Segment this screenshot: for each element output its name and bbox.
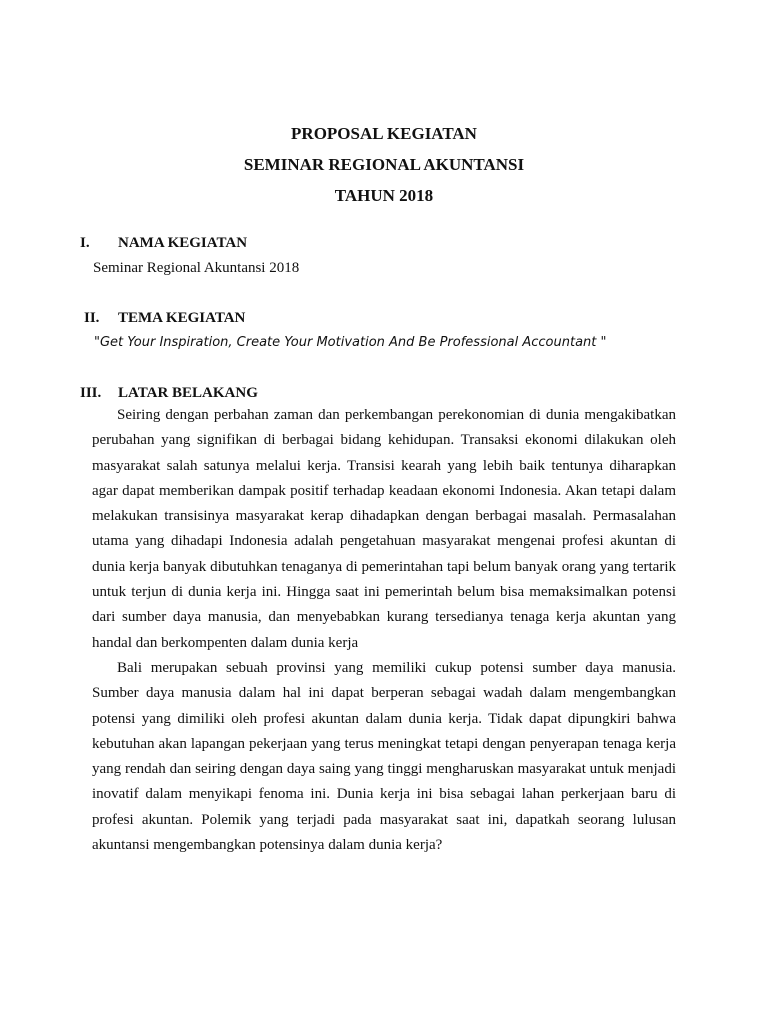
section-title: NAMA KEGIATAN bbox=[118, 235, 248, 251]
section-3-body bbox=[92, 403, 676, 858]
section-heading-2 bbox=[84, 308, 484, 328]
section-number: III. bbox=[80, 385, 102, 401]
section-number: I. bbox=[80, 235, 90, 251]
section-title: LATAR BELAKANG bbox=[118, 385, 258, 401]
section-1-content: Seminar Regional Akuntansi 2018 bbox=[93, 260, 300, 276]
title-line-3: TAHUN 2018 bbox=[334, 186, 434, 205]
title-line-2: SEMINAR REGIONAL AKUNTANSI bbox=[243, 155, 525, 174]
title-line-1: PROPOSAL KEGIATAN bbox=[291, 124, 477, 143]
section-heading-1 bbox=[80, 233, 480, 253]
paragraph: Seiring dengan perbahan zaman dan perkembangan perekonomian di dunia mengakibatkan perubahan yang signifikan di berbagai bidang kehidupan. Transaksi ekonomi dilakukan oleh masyarakat salah satunya melalui kerja. Transisi kearah yang lebih baik tentunya diharapkan agar dapat memberikan dampak positif terhadap keadaan ekonomi Indonesia. Akan tetapi dalam melakukan transisinya masyarakat kerap dihadapkan dengan berbagai masalah. Permasalahan utama yang dihadapi Indonesia adalah pengetahuan masyarakat mengenai profesi akuntan di dunia kerja banyak dibutuhkan tenaganya di pemerintahan tapi belum banyak orang yang tertarik untuk terjun di dunia kerja ini. Hingga saat ini pemerintah belum bisa memaksimalkan potensi dari sumber daya manusia, dan menyebabkan kurang tersedianya tenaga kerja akuntan yang handal dan berkompenten dalam dunia kerja bbox=[92, 407, 676, 651]
section-2-content: "Get Your Inspiration, Create Your Motivation And Be Professional Accountant " bbox=[94, 335, 607, 350]
section-heading-3 bbox=[80, 383, 480, 403]
paragraph: Bali merupakan sebuah provinsi yang memiliki cukup potensi sumber daya manusia. Sumber daya manusia dalam hal ini dapat berperan sebagai wadah dalam mengembangkan potensi yang dimiliki oleh profesi akuntan dalam dunia kerja. Tidak dapat dipungkiri bahwa kebutuhan akan lapangan pekerjaan yang terus meningkat tetapi dengan penyerapan tenaga kerja yang rendah dan seiring dengan daya saing yang tinggi mengharuskan masyarakat untuk menjadi inovatif dalam menyikapi fenoma ini. Dunia kerja ini bisa sebagai lahan perkerjaan baru di profesi akuntan. Polemik yang terjadi pada masyarakat saat ini, dapatkah seorang lulusan akuntansi mengembangkan potensinya dalam dunia kerja? bbox=[92, 659, 676, 854]
section-number: II. bbox=[84, 310, 100, 326]
section-title: TEMA KEGIATAN bbox=[118, 310, 246, 326]
document-title bbox=[0, 118, 768, 211]
